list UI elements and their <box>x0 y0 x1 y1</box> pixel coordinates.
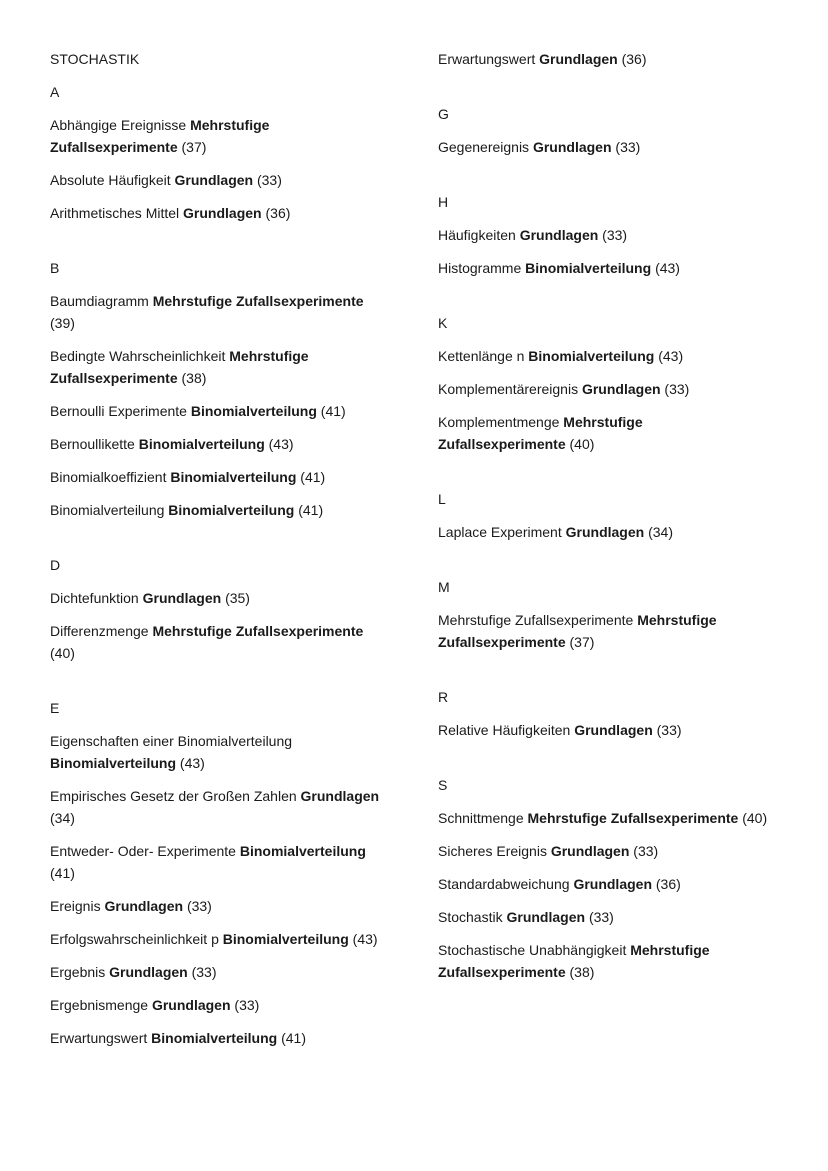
index-chapter: Mehrstufige Zufallsexperimente <box>438 942 710 980</box>
index-entry <box>50 994 390 1016</box>
index-page: (33) <box>191 964 217 980</box>
index-chapter: Grundlagen <box>581 381 661 397</box>
index-page: (34) <box>648 524 673 540</box>
index-page: (35) <box>225 590 250 606</box>
index-chapter: Grundlagen <box>104 898 184 914</box>
index-page: (43) <box>352 931 378 947</box>
index-entry <box>438 906 768 928</box>
index-entry <box>50 114 390 158</box>
left-index-sections <box>50 81 390 1049</box>
index-entry <box>438 521 768 543</box>
index-entry <box>50 1027 390 1049</box>
index-term: Baumdiagramm <box>50 293 149 309</box>
index-entry <box>438 224 768 246</box>
index-term: Mehrstufige Zufallsexperimente <box>438 612 634 628</box>
index-chapter: Mehrstufige Zufallsexperimente <box>438 612 717 650</box>
index-entry <box>50 499 390 521</box>
section-letter: H <box>438 194 449 210</box>
index-term: Komplementärereignis <box>438 381 579 397</box>
index-chapter: Grundlagen <box>532 139 612 155</box>
left-column <box>50 48 390 1060</box>
index-entry <box>50 169 390 191</box>
index-entry <box>50 961 390 983</box>
right-index-sections <box>438 103 768 983</box>
index-page: (36) <box>655 876 681 892</box>
index-page: (33) <box>256 172 282 188</box>
section-letter: R <box>438 689 449 705</box>
index-chapter: Binomialverteilung <box>170 469 297 485</box>
index-entry <box>438 939 768 983</box>
index-entry <box>438 257 768 279</box>
index-page: (43) <box>268 436 294 452</box>
index-page: (33) <box>588 909 614 925</box>
index-page: (43) <box>658 348 684 364</box>
section-letter: M <box>438 579 450 595</box>
index-entry <box>438 378 768 400</box>
index-entry <box>438 873 768 895</box>
index-term: Entweder- Oder- Experimente <box>50 843 236 859</box>
index-term: Ergebnismenge <box>50 997 149 1013</box>
index-entry <box>50 730 390 774</box>
index-entry <box>438 840 768 862</box>
index-page: (33) <box>656 722 682 738</box>
index-entry <box>438 807 768 829</box>
index-entry <box>438 48 768 70</box>
index-term: Bedingte Wahrscheinlichkeit <box>50 348 226 364</box>
index-page: (38) <box>181 370 207 386</box>
index-term: Dichtefunktion <box>50 590 139 606</box>
index-chapter: Grundlagen <box>574 722 653 738</box>
index-term: Komplementmenge <box>438 414 560 430</box>
index-chapter: Mehrstufige Zufallsexperimente <box>152 293 364 309</box>
index-page: (36) <box>265 205 291 221</box>
section-letter: G <box>438 106 449 122</box>
index-entry <box>50 587 390 609</box>
index-chapter: Grundlagen <box>109 964 188 980</box>
index-term: Bernoulli Experimente <box>50 403 187 419</box>
index-page: (39) <box>50 315 75 331</box>
index-term: Gegenereignis <box>438 139 530 155</box>
index-chapter: Mehrstufige Zufallsexperimente <box>50 348 309 386</box>
document-title: STOCHASTIK <box>50 51 140 67</box>
index-page: (43) <box>179 755 205 771</box>
index-term: Absolute Häufigkeit <box>50 172 171 188</box>
index-entry <box>50 290 390 334</box>
index-page: (33) <box>664 381 690 397</box>
index-term: Ereignis <box>50 898 101 914</box>
index-term: Erwartungswert <box>50 1030 148 1046</box>
index-chapter: Grundlagen <box>183 205 262 221</box>
index-entry <box>438 609 768 653</box>
section-letter: D <box>50 557 61 573</box>
index-term: Differenzmenge <box>50 623 149 639</box>
index-entry <box>50 785 390 829</box>
section-letter: B <box>50 260 60 276</box>
index-term: Stochastik <box>438 909 503 925</box>
index-term: Relative Häufigkeiten <box>438 722 571 738</box>
index-page: (41) <box>281 1030 306 1046</box>
index-chapter: Binomialverteilung <box>525 260 652 276</box>
index-entry <box>438 345 768 367</box>
index-term: Abhängige Ereignisse <box>50 117 187 133</box>
index-term: Ergebnis <box>50 964 106 980</box>
index-term: Erwartungswert <box>438 51 536 67</box>
index-chapter: Grundlagen <box>573 876 652 892</box>
index-term: Standardabweichung <box>438 876 570 892</box>
index-chapter: Grundlagen <box>565 524 645 540</box>
index-chapter: Binomialverteilung <box>151 1030 278 1046</box>
index-term: Häufigkeiten <box>438 227 516 243</box>
index-entry <box>50 928 390 950</box>
index-term: Stochastische Unabhängigkeit <box>438 942 627 958</box>
index-term: Kettenlänge n <box>438 348 525 364</box>
index-chapter: Grundlagen <box>539 51 618 67</box>
index-page: (40) <box>742 810 768 826</box>
index-term: Bernoullikette <box>50 436 135 452</box>
index-entry <box>438 719 768 741</box>
index-entry <box>50 620 390 664</box>
index-term: Binomialkoeffizient <box>50 469 167 485</box>
index-chapter: Grundlagen <box>174 172 254 188</box>
index-chapter: Mehrstufige Zufallsexperimente <box>438 414 643 452</box>
index-page: (34) <box>50 810 75 826</box>
index-term: Eigenschaften einer Binomialverteilung <box>50 733 293 749</box>
index-entry <box>50 466 390 488</box>
index-entry <box>50 202 390 224</box>
index-chapter: Binomialverteilung <box>239 843 366 859</box>
index-term: Binomialverteilung <box>50 502 165 518</box>
index-term: Laplace Experiment <box>438 524 562 540</box>
index-term: Arithmetisches Mittel <box>50 205 180 221</box>
index-entry <box>50 433 390 455</box>
right-column <box>438 48 768 994</box>
section-letter: K <box>438 315 448 331</box>
index-page: (37) <box>181 139 207 155</box>
index-page: (37) <box>569 634 595 650</box>
index-chapter: Grundlagen <box>550 843 630 859</box>
index-chapter: Grundlagen <box>519 227 599 243</box>
index-chapter: Binomialverteilung <box>528 348 655 364</box>
section-letter: E <box>50 700 60 716</box>
right-continued-entries <box>438 48 768 70</box>
index-entry <box>438 136 768 158</box>
index-chapter: Binomialverteilung <box>138 436 265 452</box>
index-chapter: Mehrstufige Zufallsexperimente <box>152 623 364 639</box>
index-page: (33) <box>234 997 260 1013</box>
index-chapter: Binomialverteilung <box>50 755 177 771</box>
index-chapter: Grundlagen <box>142 590 222 606</box>
index-chapter: Mehrstufige Zufallsexperimente <box>50 117 270 155</box>
index-chapter: Grundlagen <box>506 909 586 925</box>
index-entry <box>50 840 390 884</box>
index-chapter: Binomialverteilung <box>168 502 295 518</box>
index-page: (38) <box>569 964 595 980</box>
index-page: (41) <box>300 469 326 485</box>
index-term: Sicheres Ereignis <box>438 843 547 859</box>
index-chapter: Binomialverteilung <box>190 403 317 419</box>
index-page: (40) <box>50 645 75 661</box>
index-term: Histogramme <box>438 260 522 276</box>
index-chapter: Mehrstufige Zufallsexperimente <box>527 810 739 826</box>
index-entry <box>50 345 390 389</box>
index-page: (41) <box>320 403 346 419</box>
index-page: (41) <box>298 502 324 518</box>
index-page: (33) <box>615 139 641 155</box>
index-page: (33) <box>186 898 212 914</box>
index-term: Erfolgswahrscheinlichkeit p <box>50 931 219 947</box>
index-chapter: Grundlagen <box>300 788 380 804</box>
index-entry <box>50 895 390 917</box>
index-page: (43) <box>655 260 680 276</box>
index-chapter: Grundlagen <box>151 997 231 1013</box>
index-chapter: Binomialverteilung <box>222 931 349 947</box>
index-page: (36) <box>621 51 647 67</box>
index-entry <box>438 411 768 455</box>
section-letter: A <box>50 84 60 100</box>
index-entry <box>50 400 390 422</box>
section-letter: S <box>438 777 448 793</box>
index-term: Schnittmenge <box>438 810 524 826</box>
index-page: (33) <box>602 227 628 243</box>
index-page: (40) <box>569 436 595 452</box>
section-letter: L <box>438 491 446 507</box>
index-page: (33) <box>633 843 659 859</box>
index-term: Empirisches Gesetz der Großen Zahlen <box>50 788 297 804</box>
index-page: (41) <box>50 865 75 881</box>
